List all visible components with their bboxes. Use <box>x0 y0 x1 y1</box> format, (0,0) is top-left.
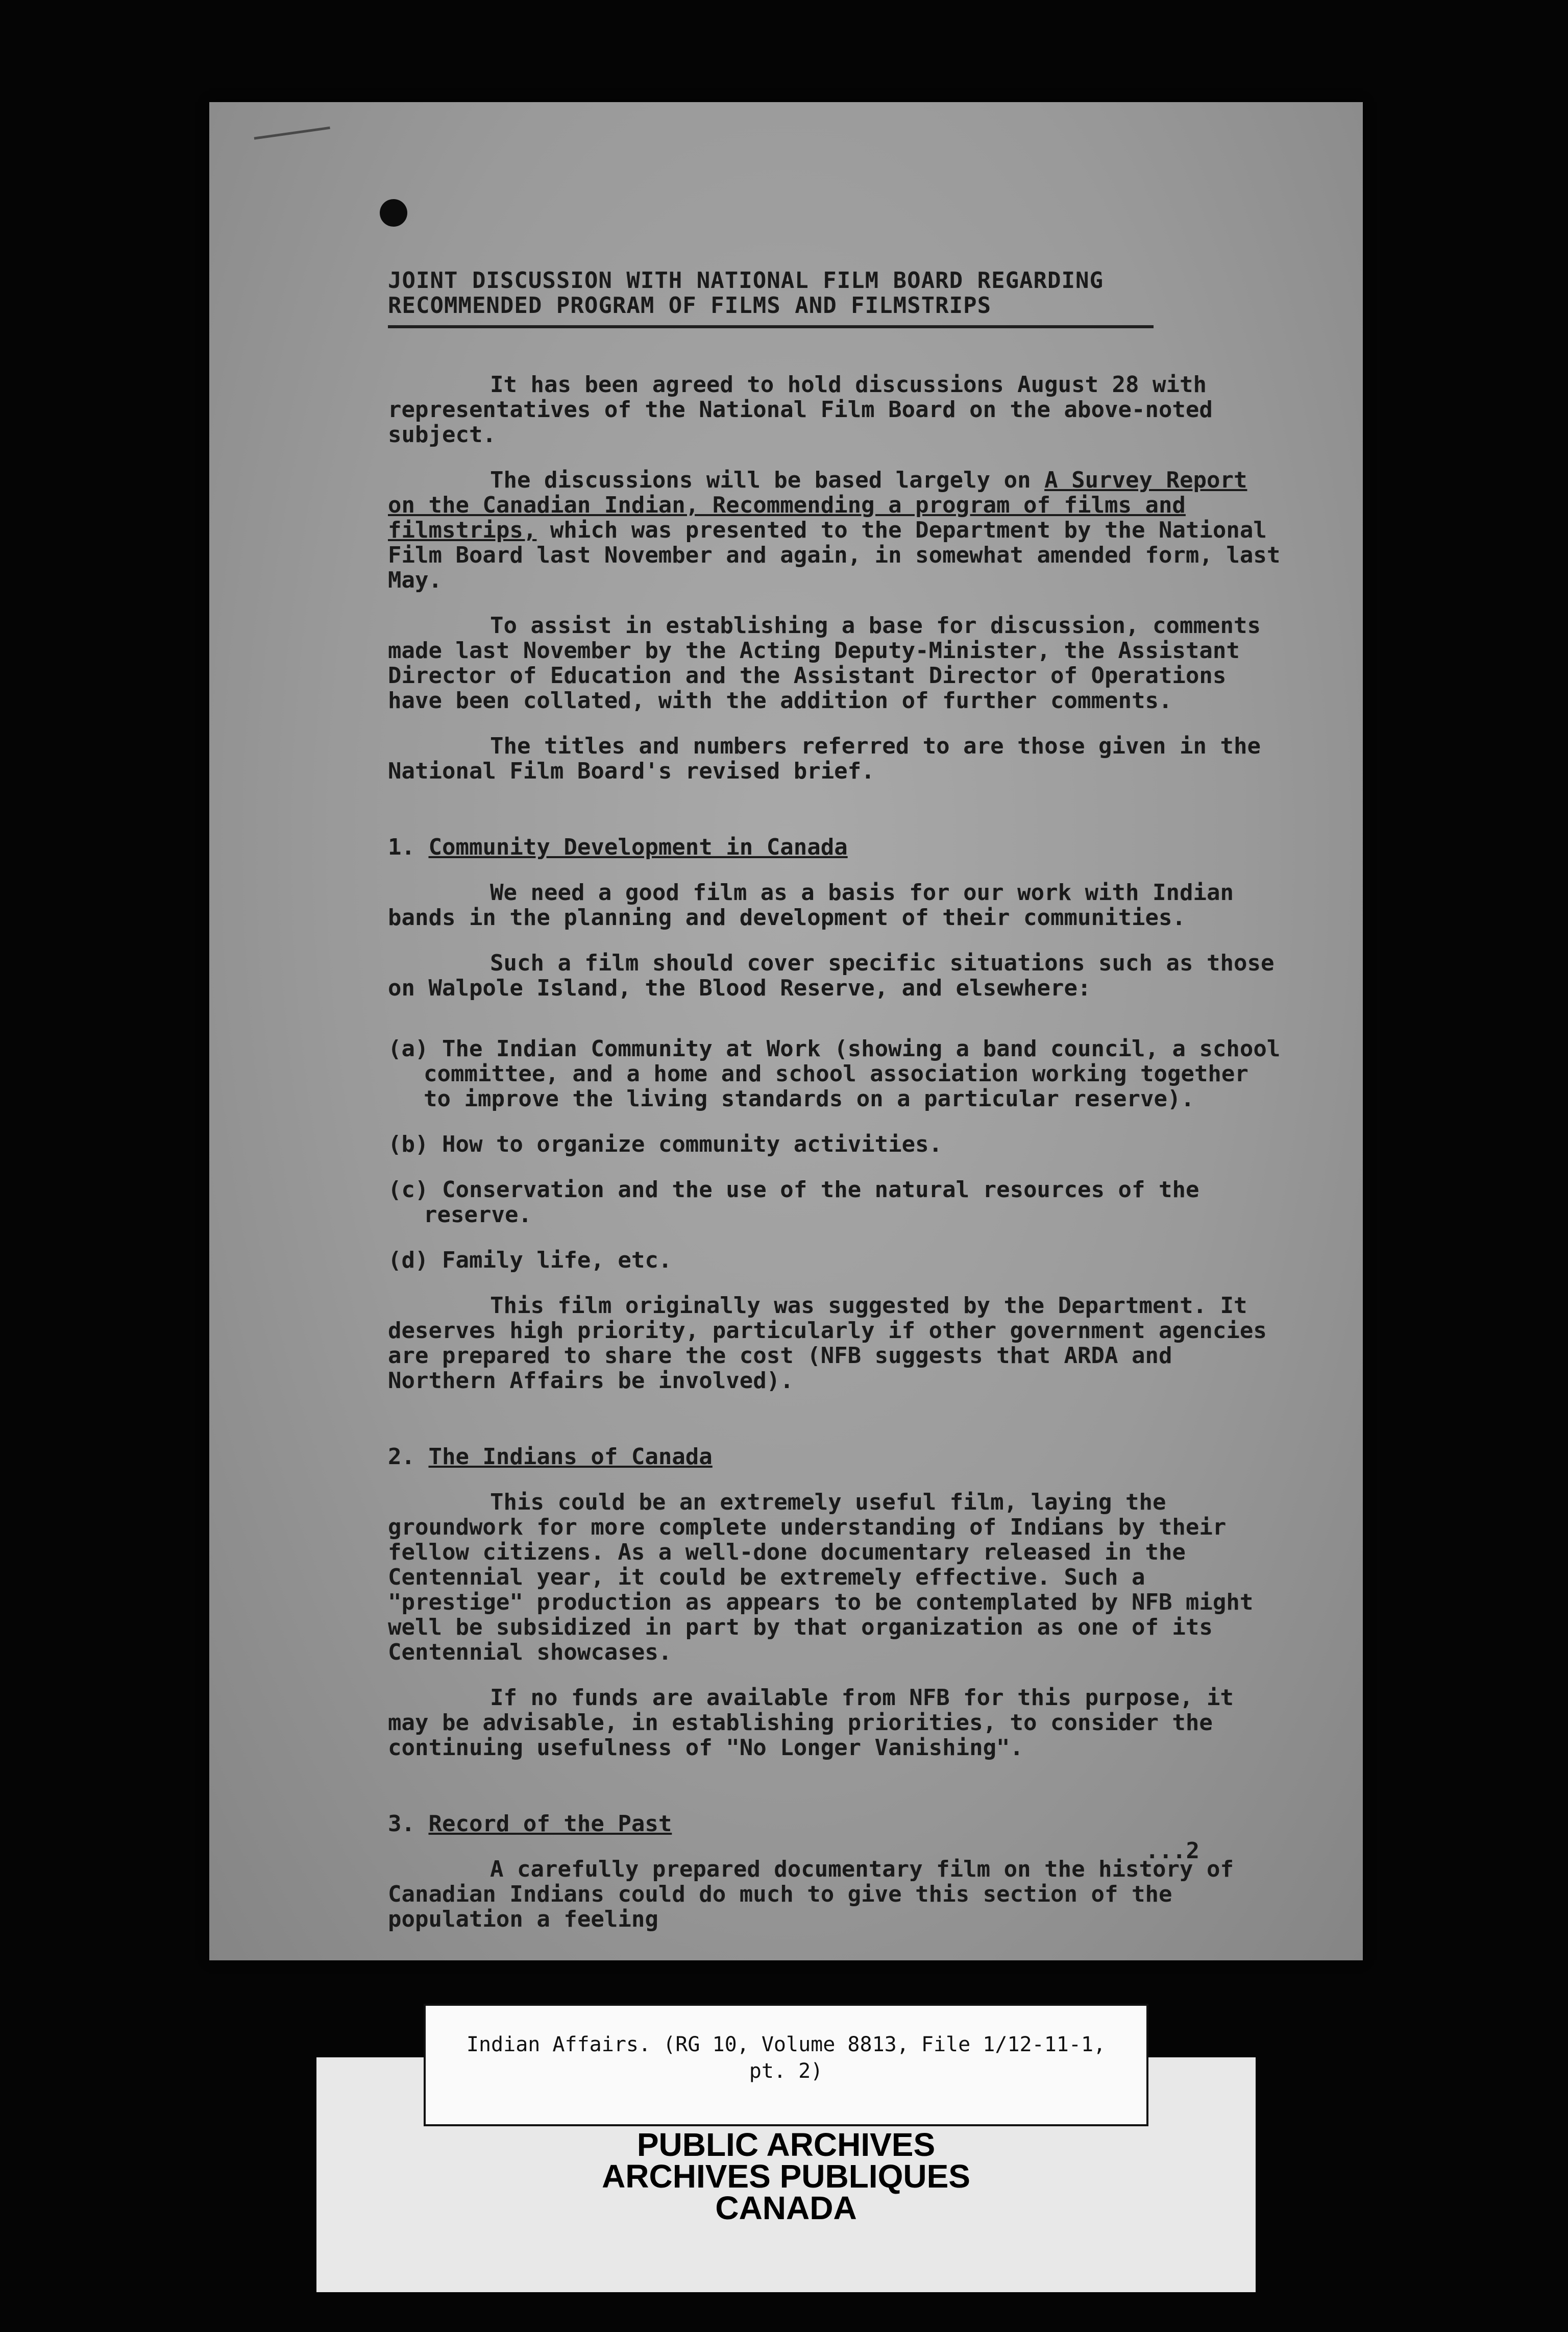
document-body <box>388 268 1286 1932</box>
section-1-paragraph-3: This film originally was suggested by the Department. It deserves high priority, particularly if other government agencies are prepared to share the cost (NFB suggests that ARDA and Northern Affairs be involved). <box>388 1293 1267 1394</box>
titles-note-paragraph: The titles and numbers referred to are those given in the National Film Board's revised brief. <box>388 733 1261 784</box>
section-2-number: 2. <box>388 1444 415 1470</box>
section-3-heading <box>388 1811 1286 1836</box>
pencil-mark <box>254 127 333 160</box>
heading-underline <box>388 325 1154 328</box>
list-item-a <box>388 1036 1286 1111</box>
section-2-title: The Indians of Canada <box>428 1444 713 1470</box>
list-item-text: The Indian Community at Work (showing a band council, a school committee, and a home and school association working together to improve the living standards on a particular reserve). <box>424 1036 1281 1112</box>
list-item-text: How to organize community activities. <box>442 1131 943 1157</box>
basis-suffix: which was presented to the Department by the National Film Board last November and again, in somewhat amended form, last May. <box>388 517 1281 593</box>
archive-stamp-line-2: ARCHIVES PUBLIQUES <box>602 2158 970 2195</box>
intro-paragraph: It has been agreed to hold discussions August 28 with representatives of the National Film Board on the above-noted subject. <box>388 372 1213 448</box>
assist-paragraph: To assist in establishing a base for discussion, comments made last November by the Acting Deputy-Minister, the Assistant Director of Education and the Assistant Director of Operations have been collated, with the addition of further comments. <box>388 613 1261 714</box>
archive-stamp <box>316 2126 1256 2226</box>
archive-stamp-line-1: PUBLIC ARCHIVES <box>636 2126 936 2163</box>
section-2-paragraph-2: If no funds are available from NFB for this purpose, it may be advisable, in establishing priorities, to consider the continuing usefulness of "No Longer Vanishing". <box>388 1685 1234 1761</box>
section-1-paragraph-1: We need a good film as a basis for our work with Indian bands in the planning and development of their communities. <box>388 880 1234 931</box>
list-item-d <box>388 1248 1286 1273</box>
section-3-number: 3. <box>388 1811 415 1837</box>
page-continuation: ...2 <box>1145 1838 1199 1864</box>
section-2-heading <box>388 1444 1286 1469</box>
list-item-c <box>388 1177 1286 1227</box>
archive-reference-strip <box>424 2004 1148 2126</box>
section-2-paragraph-1: This could be an extremely useful film, laying the groundwork for more complete understanding of Indians by their fellow citizens. As a well-done documentary released in the Centennial year, it could be extremely effective. Such a "prestige" production as appears to be contemplated by NFB might well be subsidized in part by that organization as one of its Centennial showcases. <box>388 1489 1254 1665</box>
section-1-paragraph-2: Such a film should cover specific situations such as those on Walpole Island, the Blood Reserve, and elsewhere: <box>388 950 1275 1001</box>
archive-reference: Indian Affairs. (RG 10, Volume 8813, File 1/12-11-1, pt. 2) <box>466 2033 1106 2083</box>
archive-stamp-line-3: CANADA <box>715 2190 857 2226</box>
list-item-label: (d) <box>388 1247 429 1273</box>
document-heading: JOINT DISCUSSION WITH NATIONAL FILM BOARD REGARDING RECOMMENDED PROGRAM OF FILMS AND FILMSTRIPS <box>388 268 1104 319</box>
section-3-title: Record of the Past <box>428 1811 672 1837</box>
section-3-paragraph-1: A carefully prepared documentary film on the history of Canadian Indians could do much to give this section of the population a feeling <box>388 1856 1234 1932</box>
list-item-label: (b) <box>388 1131 429 1157</box>
basis-paragraph <box>388 468 1286 593</box>
list-item-text: Family life, etc. <box>442 1247 672 1273</box>
list-item-text: Conservation and the use of the natural resources of the reserve. <box>424 1177 1199 1228</box>
list-item-label: (c) <box>388 1177 429 1203</box>
basis-prefix: The discussions will be based largely on <box>490 467 1031 493</box>
list-item-label: (a) <box>388 1036 429 1062</box>
punch-hole <box>380 199 407 227</box>
survey-report-title: A Survey Report on the Canadian Indian, Recommending a program of films and filmstrips, <box>388 467 1247 543</box>
list-item-b <box>388 1132 1286 1157</box>
document-page <box>209 102 1363 1960</box>
section-1-number: 1. <box>388 834 415 860</box>
section-1-title: Community Development in Canada <box>428 834 848 860</box>
section-1-heading <box>388 835 1286 860</box>
